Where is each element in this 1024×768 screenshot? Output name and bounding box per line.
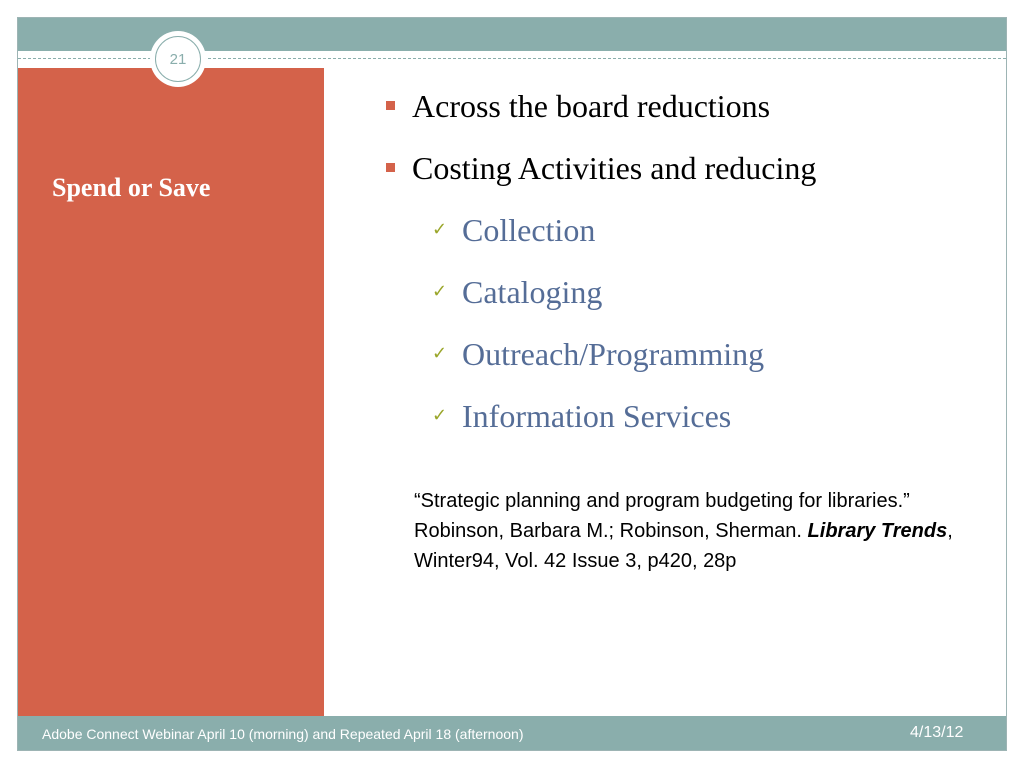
check-mark-icon: ✓ [432, 281, 448, 302]
sub-bullet-text: Outreach/Programming [462, 336, 765, 372]
bullet-item [386, 146, 816, 208]
check-mark-icon: ✓ [432, 343, 448, 364]
check-mark-icon: ✓ [432, 219, 448, 240]
citation-text [414, 486, 954, 576]
title-panel [18, 68, 324, 716]
bullet-item [386, 84, 816, 146]
footer-caption: Adobe Connect Webinar April 10 (morning) and Repeated April 18 (afternoon) [42, 726, 524, 742]
bullet-text: Across the board reductions [412, 88, 771, 124]
sub-bullet-text: Cataloging [462, 274, 603, 310]
sub-bullet-text: Information Services [462, 398, 732, 434]
square-bullet-icon [386, 163, 395, 172]
bullet-text: Costing Activities and reducing [412, 150, 817, 186]
sub-bullet-item [386, 208, 816, 270]
sub-bullet-item [386, 332, 816, 394]
footer-date: 4/13/12 [910, 724, 964, 741]
sub-bullet-item [386, 270, 816, 332]
sub-bullet-item [386, 394, 816, 456]
citation-suffix: , Winter94, Vol. 42 Issue 3, p420, 28p [414, 520, 953, 572]
citation-prefix: “Strategic planning and program budgeting for libraries.” Robinson, Barbara M.; Robinson, Sherman. [414, 490, 910, 542]
bullet-list [386, 84, 816, 456]
square-bullet-icon [386, 101, 395, 110]
slide-number: 21 [155, 36, 201, 82]
check-mark-icon: ✓ [432, 405, 448, 426]
slide-title: Spend or Save [52, 173, 211, 202]
sub-bullet-text: Collection [462, 212, 596, 248]
citation-journal: Library Trends [807, 520, 948, 542]
